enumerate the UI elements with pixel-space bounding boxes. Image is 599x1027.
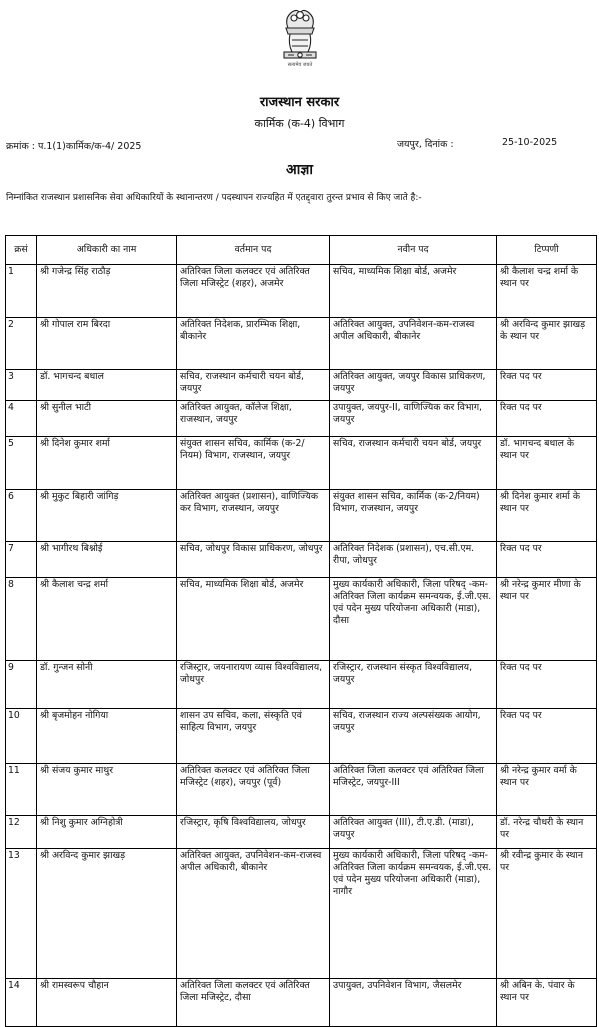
cell-sno: 13 xyxy=(6,849,37,979)
cell-remark: रिक्त पद पर xyxy=(497,401,597,437)
cell-current: संयुक्त शासन सचिव, कार्मिक (क-2/नियम) विभाग, राजस्थान, जयपुर xyxy=(177,437,330,490)
cell-sno: 7 xyxy=(6,542,37,578)
table-row xyxy=(6,318,597,370)
cell-current: अतिरिक्त निदेशक, प्रारम्भिक शिक्षा, बीकानेर xyxy=(177,318,330,370)
table-row xyxy=(6,849,597,979)
cell-new: सचिव, राजस्थान राज्य अल्पसंख्यक आयोग, जयपुर xyxy=(330,709,497,764)
table-row xyxy=(6,542,597,578)
header-sno: क्रसं xyxy=(6,236,37,265)
cell-remark: श्री अबिन के. पंवार के स्थान पर xyxy=(497,979,597,1027)
cell-name: श्री अरविन्द कुमार झाखड़ xyxy=(37,849,177,979)
cell-name: डॉ. भागचन्द बधाल xyxy=(37,370,177,401)
cell-current: अतिरिक्त जिला कलक्टर एवं अतिरिक्त जिला मजिस्ट्रेट, दौसा xyxy=(177,979,330,1027)
cell-sno: 3 xyxy=(6,370,37,401)
cell-sno: 4 xyxy=(6,401,37,437)
cell-remark: श्री कैलाश चन्द्र शर्मा के स्थान पर xyxy=(497,265,597,318)
cell-new: अतिरिक्त जिला कलक्टर एवं अतिरिक्त जिला मजिस्ट्रेट, जयपुर-III xyxy=(330,764,497,816)
cell-name: श्री सुनील भाटी xyxy=(37,401,177,437)
cell-remark: श्री अरविन्द कुमार झाखड़ के स्थान पर xyxy=(497,318,597,370)
cell-remark: डॉ. भागचन्द बधाल के स्थान पर xyxy=(497,437,597,490)
cell-sno: 14 xyxy=(6,979,37,1027)
cell-new: सचिव, राजस्थान कर्मचारी चयन बोर्ड, जयपुर xyxy=(330,437,497,490)
cell-current: शासन उप सचिव, कला, संस्कृति एवं साहित्य विभाग, जयपुर xyxy=(177,709,330,764)
cell-new: संयुक्त शासन सचिव, कार्मिक (क-2/नियम) विभाग, राजस्थान, जयपुर xyxy=(330,490,497,542)
cell-sno: 1 xyxy=(6,265,37,318)
cell-remark: श्री नरेन्द्र कुमार मीणा के स्थान पर xyxy=(497,578,597,661)
table-row xyxy=(6,437,597,490)
cell-remark: डॉ. नरेन्द्र चौधरी के स्थान पर xyxy=(497,816,597,849)
intro-paragraph: निम्नांकित राजस्थान प्रशासनिक सेवा अधिकारियों के स्थानान्तरण / पदस्थापन राज्यहित में एतद्द्वारा तुरन्त प्रभाव से किए जाते है:- xyxy=(6,193,422,203)
header-new-post: नवीन पद xyxy=(330,236,497,265)
cell-current: सचिव, राजस्थान कर्मचारी चयन बोर्ड, जयपुर xyxy=(177,370,330,401)
cell-sno: 8 xyxy=(6,578,37,661)
order-title: आज्ञा xyxy=(286,162,313,178)
cell-sno: 9 xyxy=(6,661,37,709)
cell-current: रजिस्ट्रार, जयनारायण व्यास विश्वविद्यालय, जोधपुर xyxy=(177,661,330,709)
cell-remark: रिक्त पद पर xyxy=(497,661,597,709)
cell-current: अतिरिक्त आयुक्त (प्रशासन), वाणिज्यिक कर विभाग, राजस्थान, जयपुर xyxy=(177,490,330,542)
cell-current: रजिस्ट्रार, कृषि विश्वविद्यालय, जोधपुर xyxy=(177,816,330,849)
department-title: कार्मिक (क-4) विभाग xyxy=(254,117,345,130)
cell-current: अतिरिक्त आयुक्त, कॉलेज शिक्षा, राजस्थान, जयपुर xyxy=(177,401,330,437)
header-current-post: वर्तमान पद xyxy=(177,236,330,265)
cell-new: उपायुक्त, उपनिवेशन विभाग, जैसलमेर xyxy=(330,979,497,1027)
cell-name: श्री गोपाल राम बिरदा xyxy=(37,318,177,370)
cell-new: रजिस्ट्रार, राजस्थान संस्कृत विश्वविद्यालय, जयपुर xyxy=(330,661,497,709)
cell-remark: रिक्त पद पर xyxy=(497,709,597,764)
table-row xyxy=(6,578,597,661)
cell-sno: 2 xyxy=(6,318,37,370)
cell-name: श्री दिनेश कुमार शर्मा xyxy=(37,437,177,490)
cell-remark: श्री नरेन्द्र कुमार वर्मा के स्थान पर xyxy=(497,764,597,816)
cell-remark: रिक्त पद पर xyxy=(497,370,597,401)
cell-name: श्री भागीरथ बिश्नोई xyxy=(37,542,177,578)
cell-remark: श्री दिनेश कुमार शर्मा के स्थान पर xyxy=(497,490,597,542)
header-remark: टिप्पणी xyxy=(497,236,597,265)
cell-name: श्री गजेन्द्र सिंह राठौड़ xyxy=(37,265,177,318)
government-title: राजस्थान सरकार xyxy=(259,95,340,110)
emblem-caption: सत्यमेव जयते xyxy=(287,62,313,68)
cell-new: उपायुक्त, जयपुर-II, वाणिज्यिक कर विभाग, जयपुर xyxy=(330,401,497,437)
cell-sno: 12 xyxy=(6,816,37,849)
table-row xyxy=(6,709,597,764)
cell-name: श्री रामस्वरूप चौहान xyxy=(37,979,177,1027)
table-row xyxy=(6,265,597,318)
transfer-table xyxy=(5,235,597,1027)
cell-sno: 10 xyxy=(6,709,37,764)
order-date: 25-10-2025 xyxy=(502,137,558,148)
cell-current: अतिरिक्त आयुक्त, उपनिवेशन-कम-राजस्व अपील अधिकारी, बीकानेर xyxy=(177,849,330,979)
table-row xyxy=(6,661,597,709)
cell-current: सचिव, जोधपुर विकास प्राधिकरण, जोधपुर xyxy=(177,542,330,578)
cell-name: डॉ. गुन्जन सोनी xyxy=(37,661,177,709)
cell-name: श्री मुकुट बिहारी जांगिड़ xyxy=(37,490,177,542)
cell-sno: 6 xyxy=(6,490,37,542)
cell-new: मुख्य कार्यकारी अधिकारी, जिला परिषद् -कम- अतिरिक्त जिला कार्यक्रम समन्वयक, ई.जी.एस. एवं पदेन मुख्य परियोजना अधिकारी (माडा), नागौर xyxy=(330,849,497,979)
table-row xyxy=(6,816,597,849)
cell-current: सचिव, माध्यमिक शिक्षा बोर्ड, अजमेर xyxy=(177,578,330,661)
table-row xyxy=(6,764,597,816)
cell-current: अतिरिक्त कलक्टर एवं अतिरिक्त जिला मजिस्ट्रेट (शहर), जयपुर (पूर्व) xyxy=(177,764,330,816)
order-number: क्रमांक : प.1(1)कार्मिक/क-4/ 2025 xyxy=(6,141,142,152)
table-row xyxy=(6,370,597,401)
table-row xyxy=(6,979,597,1027)
place-date-label: जयपुर, दिनांक : xyxy=(397,139,454,150)
table-header-row xyxy=(6,236,597,265)
cell-name: श्री बृजमोहन नोगिया xyxy=(37,709,177,764)
cell-new: मुख्य कार्यकारी अधिकारी, जिला परिषद् -कम- अतिरिक्त जिला कार्यक्रम समन्वयक, ई.जी.एस. एवं पदेन मुख्य परियोजना अधिकारी (माडा), दौसा xyxy=(330,578,497,661)
cell-name: श्री संजय कुमार माथुर xyxy=(37,764,177,816)
cell-new: अतिरिक्त आयुक्त, जयपुर विकास प्राधिकरण, जयपुर xyxy=(330,370,497,401)
cell-new: अतिरिक्त आयुक्त (III), टी.ए.डी. (माडा), जयपुर xyxy=(330,816,497,849)
cell-remark: श्री रवीन्द्र कुमार के स्थान पर xyxy=(497,849,597,979)
cell-name: श्री कैलाश चन्द्र शर्मा xyxy=(37,578,177,661)
cell-sno: 11 xyxy=(6,764,37,816)
table-row xyxy=(6,490,597,542)
cell-remark: रिक्त पद पर xyxy=(497,542,597,578)
cell-new: सचिव, माध्यमिक शिक्षा बोर्ड, अजमेर xyxy=(330,265,497,318)
cell-new: अतिरिक्त निदेशक (प्रशासन), एच.सी.एम. रीपा, जोधपुर xyxy=(330,542,497,578)
cell-current: अतिरिक्त जिला कलक्टर एवं अतिरिक्त जिला मजिस्ट्रेट (शहर), अजमेर xyxy=(177,265,330,318)
cell-sno: 5 xyxy=(6,437,37,490)
cell-name: श्री निशु कुमार अग्निहोत्री xyxy=(37,816,177,849)
header-officer-name: अधिकारी का नाम xyxy=(37,236,177,265)
cell-new: अतिरिक्त आयुक्त, उपनिवेशन-कम-राजस्व अपील अधिकारी, बीकानेर xyxy=(330,318,497,370)
table-row xyxy=(6,401,597,437)
